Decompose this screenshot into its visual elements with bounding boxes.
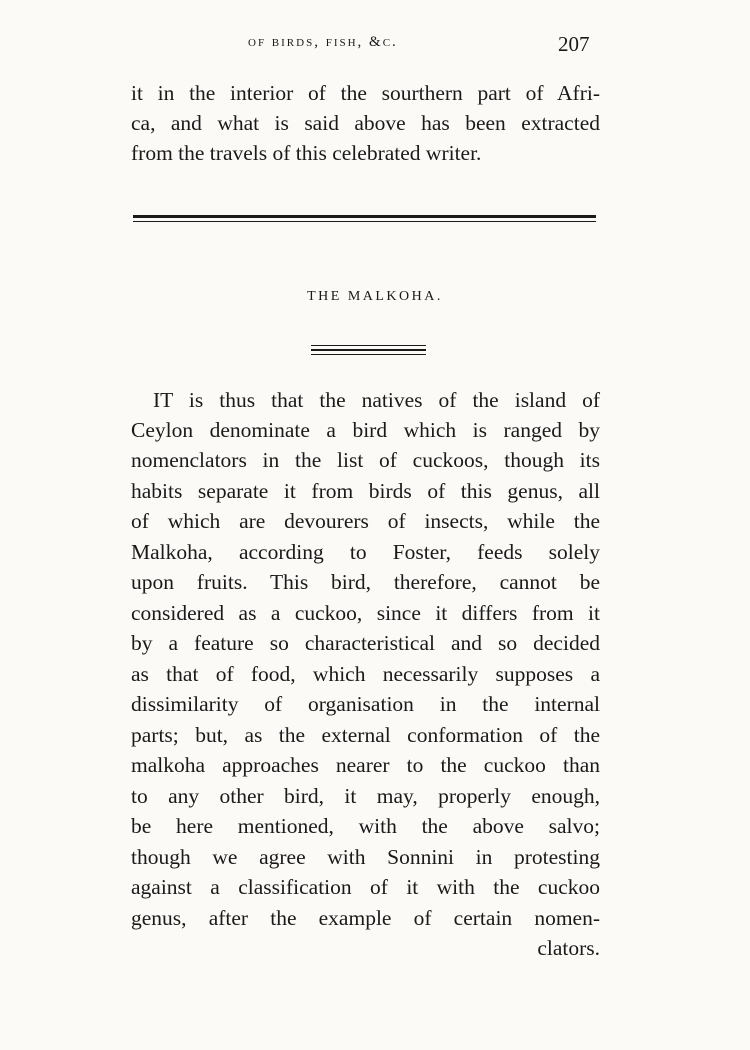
paragraph-line: by a feature so characteristical and so decided [131, 631, 600, 655]
running-head: of birds, fish, &c. [248, 34, 398, 50]
paragraph-line: IT is thus that the natives of the island of [153, 388, 600, 412]
paragraph-line: dissimilarity of organisation in the internal [131, 692, 600, 716]
paragraph-line: upon fruits. This bird, therefore, cannot be [131, 570, 600, 594]
continuation-line: from the travels of this celebrated writer. [131, 141, 482, 165]
paragraph-line: genus, after the example of certain nomen- [131, 906, 600, 930]
paragraph-line: to any other bird, it may, properly enough, [131, 784, 600, 808]
paragraph-line: as that of food, which necessarily supposes a [131, 662, 600, 686]
section-divider-thick [133, 215, 596, 218]
title-rule-mid [311, 349, 426, 351]
page-number: 207 [558, 32, 590, 56]
section-divider-thin [133, 221, 596, 222]
paragraph-line-final: clators. [537, 936, 600, 960]
continuation-line: ca, and what is said above has been extracted [131, 111, 600, 135]
section-title: THE MALKOHA. [307, 289, 443, 304]
continuation-line: it in the interior of the sourthern part of Afri- [131, 81, 600, 105]
paragraph-line: though we agree with Sonnini in protesting [131, 845, 600, 869]
paragraph-line: nomenclators in the list of cuckoos, though its [131, 448, 600, 472]
paragraph-line: Malkoha, according to Foster, feeds solely [131, 540, 600, 564]
paragraph-line: parts; but, as the external conformation of the [131, 723, 600, 747]
title-rule-top [311, 345, 426, 346]
title-rule-bottom [311, 354, 426, 355]
paragraph-line: of which are devourers of insects, while the [131, 509, 600, 533]
paragraph-line: be here mentioned, with the above salvo; [131, 814, 600, 838]
paragraph-line: malkoha approaches nearer to the cuckoo than [131, 753, 600, 777]
paragraph-line: habits separate it from birds of this genus, all [131, 479, 600, 503]
paragraph-line: against a classification of it with the cuckoo [131, 875, 600, 899]
paragraph-line: considered as a cuckoo, since it differs from it [131, 601, 600, 625]
paragraph-line: Ceylon denominate a bird which is ranged by [131, 418, 600, 442]
